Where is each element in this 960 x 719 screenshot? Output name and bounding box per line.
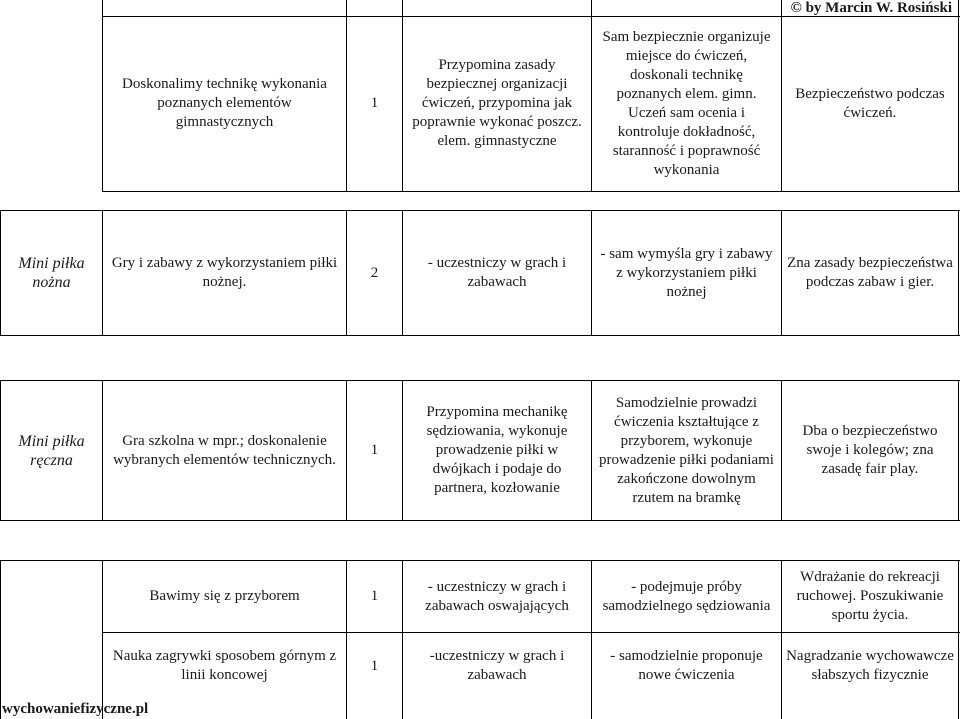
student-cell: Samodzielnie prowadzi ćwiczenia kształtujące z przyborem, wykonuje prowadzenie piłki podaniami zakończone dowolnym rzutem na bramkę xyxy=(599,394,774,506)
outcome-cell: Dba o bezpieczeństwo swoje i kolegów; zna zasadę fair play. xyxy=(802,423,938,477)
teacher-cell: - uczestniczy w grach i zabawach oswajających xyxy=(425,578,569,614)
section-cell: Mini piłka ręczna xyxy=(18,432,85,469)
student-cell: Sam bezpiecznie organizuje miejsce do ćwiczeń, doskonali technikę poznanych elem. gimn. Uczeń sam ocenia i kontroluje dokładność, staranność i poprawność wykonania xyxy=(602,28,771,178)
hours-cell: 1 xyxy=(370,588,379,604)
teacher-cell: -uczestniczy w grach i zabawach xyxy=(429,648,565,683)
teacher-cell: - uczestniczy w grach i zabawach xyxy=(427,255,567,290)
hours-cell: 1 xyxy=(370,95,379,111)
section-cell: Mini piłka nożna xyxy=(18,255,85,291)
content-cell: Bawimy się z przyborem xyxy=(149,588,300,604)
hours-cell: 1 xyxy=(370,657,379,674)
content-cell: Gra szkolna w mpr.; doskonalenie wybranych elementów technicznych. xyxy=(113,432,336,468)
outcome-cell: Zna zasady bezpieczeństwa podczas zabaw i gier. xyxy=(787,255,953,290)
content-cell: Gry i zabawy z wykorzystaniem piłki nożnej. xyxy=(111,255,338,290)
hours-cell: 2 xyxy=(370,264,379,281)
outcome-cell: Nagradzanie wychowawcze słabszych fizycznie xyxy=(786,648,954,683)
content-cell: Nauka zagrywki sposobem górnym z linii koncowej xyxy=(112,648,337,683)
outcome-cell: Bezpieczeństwo podczas ćwiczeń. xyxy=(795,85,945,121)
teacher-cell: Przypomina mechanikę sędziowania, wykonuje prowadzenie piłki w dwójkach i podaje do partnera, kozłowanie xyxy=(426,404,568,496)
student-cell: - sam wymyśla gry i zabawy z wykorzystaniem piłki nożnej xyxy=(600,245,773,300)
student-cell: - podejmuje próby samodzielnego sędziowania xyxy=(602,578,771,614)
hours-cell: 1 xyxy=(370,442,379,458)
student-cell: - samodzielnie proponuje nowe ćwiczenia xyxy=(610,648,763,683)
copyright-text: © by Marcin W. Rosiński xyxy=(790,0,952,16)
outcome-cell: Wdrażanie do rekreacji ruchowej. Poszukiwanie sportu życia. xyxy=(796,569,944,623)
content-cell: Doskonalimy technikę wykonania poznanych elementów gimnastycznych xyxy=(122,76,327,130)
footer-site-name: wychowaniefizyczne.pl xyxy=(2,701,149,717)
teacher-cell: Przypomina zasady bezpiecznej organizacji ćwiczeń, przypomina jak poprawnie wykonać poszcz. elem. gimnastyczne xyxy=(412,57,582,149)
